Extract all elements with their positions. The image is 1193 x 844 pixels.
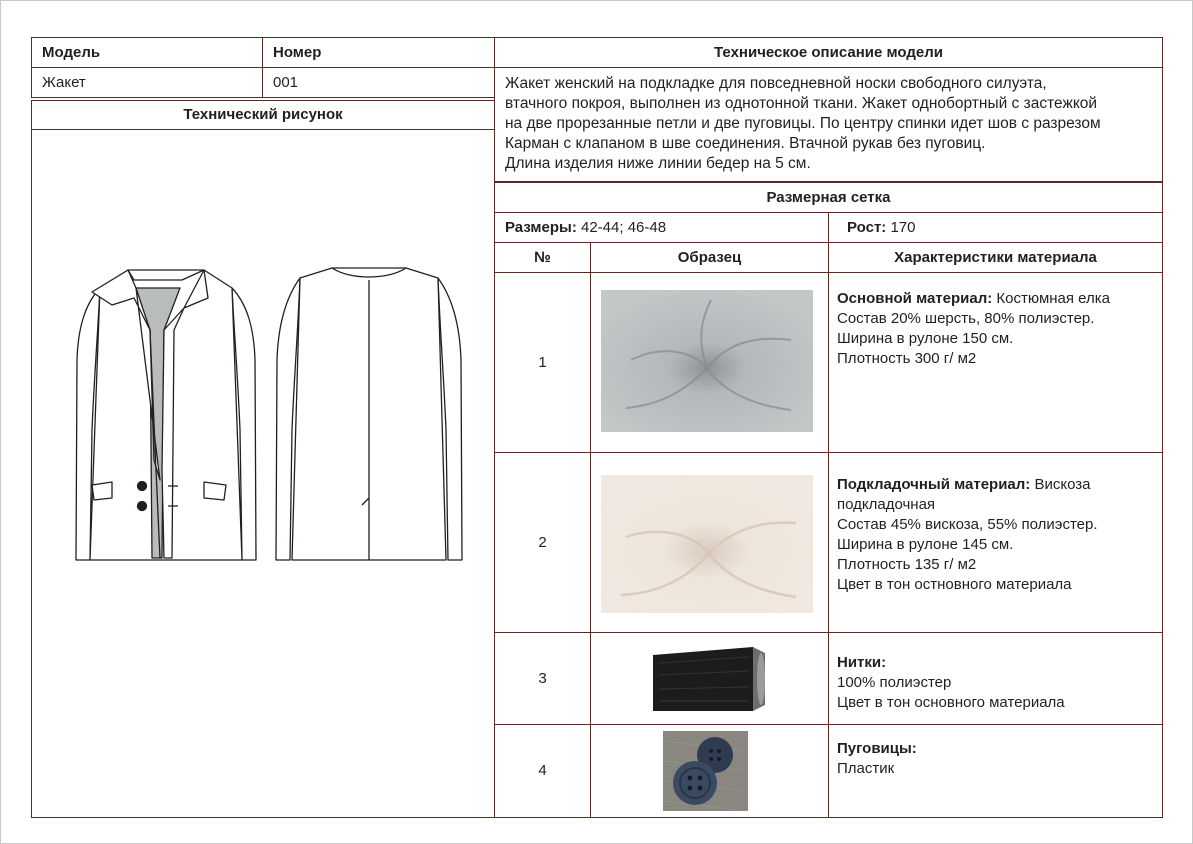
material-title: Нитки:: [837, 654, 887, 671]
row-num: 2: [494, 452, 591, 633]
material-title: Пуговицы:: [837, 740, 917, 757]
sizes-value: 42-44; 46-48: [576, 218, 667, 236]
sample-cell: [590, 632, 829, 725]
jacket-back: [276, 268, 462, 560]
material-cell: [828, 452, 1163, 633]
material-title-rest: Костюмная елка: [992, 290, 1111, 307]
material-line: Состав 20% шерсть, 80% полиэстер.: [837, 310, 1095, 327]
material-title: Подкладочный материал:: [837, 476, 1031, 493]
model-value: Жакет: [31, 67, 263, 98]
material-title-rest: Вискоза: [1030, 476, 1091, 493]
material-title: Основной материал:: [837, 290, 993, 307]
height-label: Рост:: [847, 218, 887, 236]
jacket-drawing: [32, 130, 494, 817]
main-fabric-swatch: [601, 290, 813, 432]
number-label: Номер: [262, 37, 495, 68]
material-cell: [828, 272, 1163, 453]
buttons-image: [663, 731, 748, 811]
height-cell: [828, 212, 1163, 243]
description-line: Длина изделия ниже линии бедер на 5 см.: [505, 155, 811, 172]
material-line: Пластик: [837, 760, 895, 777]
material-line: Плотность 300 г/ м2: [837, 350, 977, 367]
col-num-header: №: [494, 242, 591, 273]
row-num: 1: [494, 272, 591, 453]
material-line: Цвет в тон основного материала: [837, 694, 1065, 711]
size-grid-header: Размерная сетка: [494, 182, 1163, 213]
thread-spool-image: [649, 643, 774, 715]
col-material-header: Характеристики материала: [828, 242, 1163, 273]
lining-fabric-swatch: [601, 475, 813, 613]
row-num: 4: [494, 724, 591, 818]
material-cell: [828, 632, 1163, 725]
description-header: Техническое описание модели: [494, 37, 1163, 68]
jacket-front: [76, 270, 256, 560]
technical-drawing: [31, 129, 495, 818]
sample-cell: [590, 272, 829, 453]
sizes-cell: [494, 212, 829, 243]
height-value: 170: [886, 218, 916, 236]
description-line: Жакет женский на подкладке для повседневной носки свободного силуэта,: [505, 75, 1047, 92]
description-line: на две прорезанные петли и две пуговицы. По центру спинки идет шов с разрезом: [505, 115, 1101, 132]
sizes-label: Размеры:: [505, 218, 577, 236]
material-line: Цвет в тон остновного материала: [837, 576, 1072, 593]
material-line: Состав 45% вискоза, 55% полиэстер.: [837, 516, 1098, 533]
model-label: Модель: [31, 37, 263, 68]
drawing-header: Технический рисунок: [31, 100, 495, 130]
description-line: втачного покроя, выполнен из однотонной ткани. Жакет однобортный с застежкой: [505, 95, 1098, 112]
material-line: Плотность 135 г/ м2: [837, 556, 977, 573]
material-cell: [828, 724, 1163, 818]
material-line: 100% полиэстер: [837, 674, 952, 691]
description-text: [494, 67, 1163, 182]
description-line: Карман с клапаном в шве соединения. Втачной рукав без пуговиц.: [505, 135, 986, 152]
material-line: Ширина в рулоне 150 см.: [837, 330, 1014, 347]
number-value: 001: [262, 67, 495, 98]
material-line: Ширина в рулоне 145 см.: [837, 536, 1014, 553]
sample-cell: [590, 452, 829, 633]
material-line: подкладочная: [837, 496, 936, 513]
col-sample-header: Образец: [590, 242, 829, 273]
row-num: 3: [494, 632, 591, 725]
sample-cell: [590, 724, 829, 818]
